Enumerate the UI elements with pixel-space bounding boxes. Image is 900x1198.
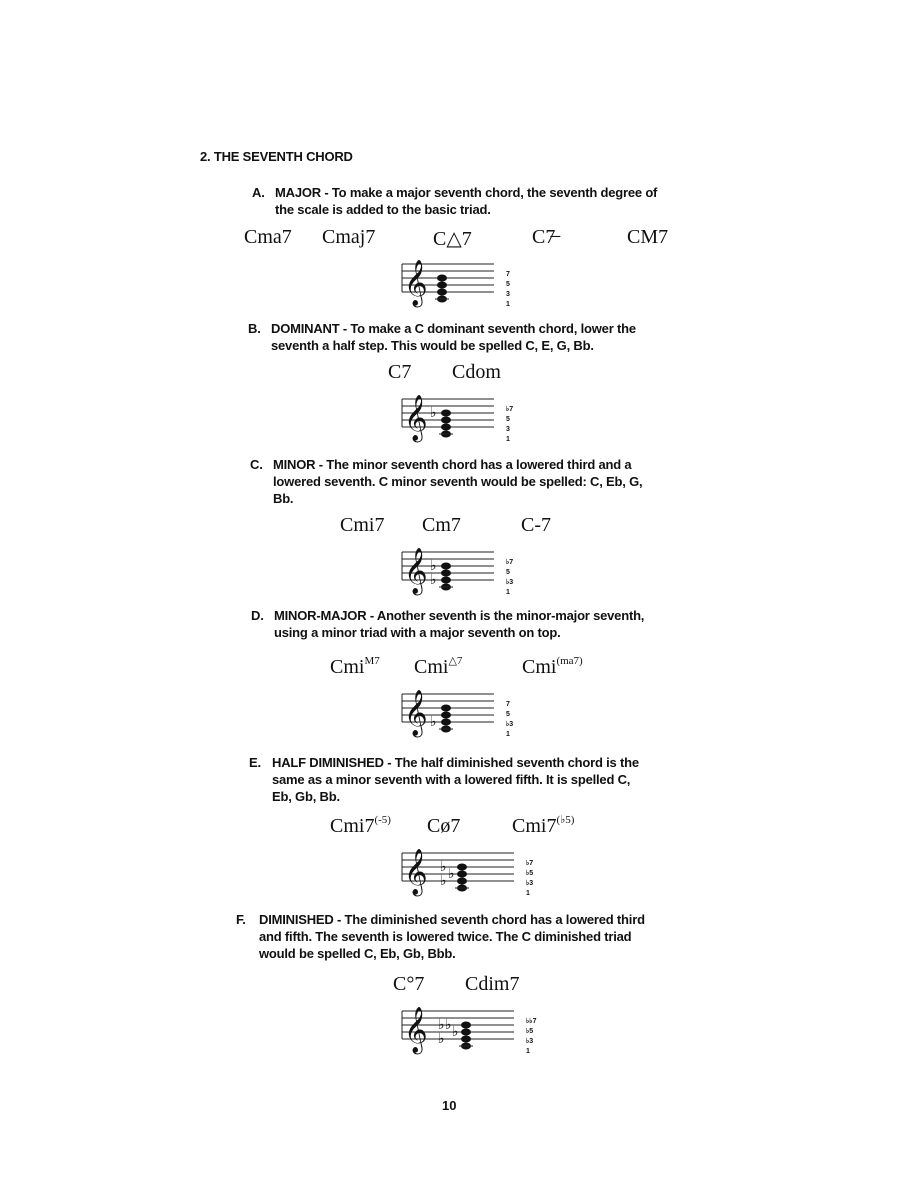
text-line: same as a minor seventh with a lowered fifth. It is spelled C, bbox=[272, 772, 631, 787]
chord-symbol: C-7 bbox=[521, 514, 551, 536]
section-c-letter: C. bbox=[250, 457, 263, 472]
interval-label: 5 bbox=[506, 569, 510, 576]
chord-symbol: CM7 bbox=[627, 226, 669, 248]
interval-label: ♭3 bbox=[526, 1038, 534, 1045]
chord-symbol: $Cmi7^{(♭5)}$ bbox=[512, 814, 575, 837]
section-b-letter: B. bbox=[248, 321, 261, 336]
staff-e bbox=[398, 841, 538, 901]
interval-label: 7 bbox=[506, 701, 510, 708]
chord-symbol: C°7 bbox=[393, 973, 425, 995]
text-line: the scale is added to the basic triad. bbox=[275, 202, 491, 217]
chord-symbol: Cmaj7 bbox=[322, 226, 376, 248]
section-f-text bbox=[259, 911, 645, 962]
section-e-text bbox=[272, 754, 639, 805]
section-b-text bbox=[271, 320, 636, 354]
interval-label: ♭3 bbox=[526, 880, 534, 887]
text-line: would be spelled C, Eb, Gb, Bbb. bbox=[259, 946, 456, 961]
flat-icon: ♭ bbox=[438, 1031, 445, 1047]
interval-label: 5 bbox=[506, 711, 510, 718]
interval-label: 5 bbox=[506, 281, 510, 288]
section-d-text bbox=[274, 607, 644, 641]
chord-symbol: Cmi$^{\triangle 7}$ bbox=[414, 655, 463, 678]
chord-symbol: C7 bbox=[388, 361, 412, 383]
interval-label: ♭7 bbox=[506, 406, 514, 413]
chord-symbol: Cm7 bbox=[422, 514, 461, 536]
flat-icon: ♭ bbox=[440, 873, 447, 889]
treble-clef-icon: 𝄞 bbox=[404, 548, 428, 594]
section-title: 2. THE SEVENTH CHORD bbox=[200, 149, 353, 164]
interval-label: 1 bbox=[526, 890, 530, 897]
interval-label: 3 bbox=[506, 426, 510, 433]
chord-symbol: Cdom bbox=[452, 361, 501, 383]
interval-label: 1 bbox=[506, 301, 510, 308]
interval-label: ♭7 bbox=[506, 559, 514, 566]
text-line: MINOR - The minor seventh chord has a lowered third and a bbox=[273, 457, 632, 472]
flat-icon: ♭ bbox=[430, 558, 437, 574]
staff-c bbox=[398, 540, 518, 600]
treble-clef-icon: 𝄞 bbox=[404, 260, 428, 306]
flat-icon: ♭ bbox=[445, 1017, 452, 1033]
chord-symbol: C7̶ bbox=[532, 226, 556, 248]
interval-label: 7 bbox=[506, 271, 510, 278]
treble-clef-icon: 𝄞 bbox=[404, 849, 428, 895]
interval-label: ♭3 bbox=[506, 721, 514, 728]
section-a-letter: A. bbox=[252, 185, 265, 200]
chord-symbol: Cø7 bbox=[427, 815, 461, 837]
interval-label: ♭3 bbox=[506, 579, 514, 586]
interval-label: 5 bbox=[506, 416, 510, 423]
section-a-text bbox=[275, 184, 657, 218]
chord-symbol: Cma7 bbox=[244, 226, 292, 248]
interval-label: 3 bbox=[506, 291, 510, 298]
section-e-letter: E. bbox=[249, 755, 261, 770]
text-line: Eb, Gb, Bb. bbox=[272, 789, 340, 804]
text-line: using a minor triad with a major seventh on top. bbox=[274, 625, 561, 640]
text-line: MAJOR - To make a major seventh chord, the seventh degree of bbox=[275, 185, 658, 200]
section-d-letter: D. bbox=[251, 608, 264, 623]
treble-clef-icon: 𝄞 bbox=[404, 1007, 428, 1053]
staff-d bbox=[398, 682, 518, 742]
chord-symbol: Cmi7 bbox=[340, 514, 385, 536]
chord-symbol: $Cmi7^{(-5)}$ bbox=[330, 814, 391, 837]
flat-icon: ♭ bbox=[430, 405, 437, 421]
flat-icon: ♭ bbox=[438, 1017, 445, 1033]
interval-label: ♭♭7 bbox=[526, 1018, 537, 1025]
text-line: seventh a half step. This would be spelled C, E, G, Bb. bbox=[271, 338, 594, 353]
chord-symbol: C△7 bbox=[433, 228, 472, 250]
interval-label: ♭5 bbox=[526, 870, 534, 877]
interval-label: ♭5 bbox=[526, 1028, 534, 1035]
treble-clef-icon: 𝄞 bbox=[404, 395, 428, 441]
text-line: MINOR-MAJOR - Another seventh is the minor-major seventh, bbox=[274, 608, 645, 623]
flat-icon: ♭ bbox=[440, 859, 447, 875]
flat-icon: ♭ bbox=[430, 572, 437, 588]
interval-label: 1 bbox=[506, 731, 510, 738]
chord-symbol: Cdim7 bbox=[465, 973, 520, 995]
staff-a bbox=[398, 252, 518, 312]
interval-label: 1 bbox=[526, 1048, 530, 1055]
flat-icon: ♭ bbox=[448, 866, 455, 882]
text-line: Bb. bbox=[273, 491, 294, 506]
text-line: DOMINANT - To make a C dominant seventh chord, lower the bbox=[271, 321, 636, 336]
text-line: lowered seventh. C minor seventh would be spelled: C, Eb, G, bbox=[273, 474, 643, 489]
text-line: DIMINISHED - The diminished seventh chord has a lowered third bbox=[259, 912, 645, 927]
text-line: and fifth. The seventh is lowered twice. The C diminished triad bbox=[259, 929, 632, 944]
interval-label: 1 bbox=[506, 589, 510, 596]
flat-icon: ♭ bbox=[452, 1024, 459, 1040]
section-c-text bbox=[273, 456, 642, 507]
page-number: 10 bbox=[442, 1098, 457, 1113]
chord-symbol: Cmi$^{M7}$ bbox=[330, 655, 380, 678]
staff-b bbox=[398, 387, 518, 447]
interval-label: ♭7 bbox=[526, 860, 534, 867]
treble-clef-icon: 𝄞 bbox=[404, 690, 428, 736]
flat-icon: ♭ bbox=[430, 714, 437, 730]
section-f-letter: F. bbox=[236, 912, 246, 927]
interval-label: 1 bbox=[506, 436, 510, 443]
text-line: HALF DIMINISHED - The half diminished seventh chord is the bbox=[272, 755, 639, 770]
staff-f bbox=[398, 999, 538, 1059]
chord-symbol: Cmi$^{(ma7)}$ bbox=[522, 655, 583, 678]
